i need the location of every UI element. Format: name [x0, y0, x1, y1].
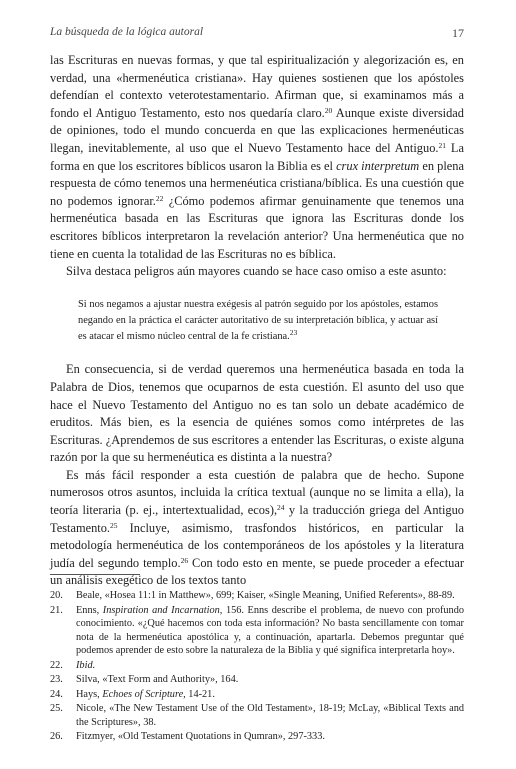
footnote-25: 25. Nicole, «The New Testament Use of the Old Testament», 18-19; McLay, «Biblical Texts and the Scriptures», 38. — [50, 703, 464, 728]
main-text — [50, 52, 464, 590]
footnote-26: 26. Fitzmyer, «Old Testament Quotations in Qumran», 297-333. — [50, 731, 325, 742]
running-head-title: La búsqueda de la lógica autoral — [50, 26, 204, 38]
paragraph-3: En consecuencia, si de verdad queremos una hermenéutica basada en toda la Palabra de Dios, tenemos que ocuparnos de esta cuestión. El asunto del uso que hace el Nuevo Testamento del Antiguo no es tan solo un debate académico de eruditos. Más bien, es la esencia de quiénes somos como intérpretes de las Escrituras. ¿Aprendemos de sus escritores a entender las Escrituras, o existe alguna razón por la que su hermenéutica es distinta a la nuestra? — [50, 362, 464, 465]
footnote-20: 20. Beale, «Hosea 11:1 in Matthew», 699; Kaiser, «Single Meaning, Unified Referents», 88-89. — [50, 590, 455, 601]
footnote-ref-21[interactable]: 21 — [438, 140, 446, 150]
footnotes — [50, 574, 464, 745]
footnote-ref-26[interactable]: 26 — [180, 555, 189, 565]
footnote-21: 21. Enns, Inspiration and Incarnation, 156. Enns describe el problema, de nuevo con profundo conocimiento. «¿Qué hacemos con toda esta información? No basta sencillamente con tomar nota de la hermenéutica apostólica y, a continuación, apartarla. Debemos preguntar qué podemos aprender de esto sobre la naturaleza de la Biblia y qué significa interpretarla hoy». — [50, 604, 464, 656]
footnote-ref-24[interactable]: 24 — [277, 503, 285, 513]
footnote-23: 23. Silva, «Text Form and Authority», 164. — [50, 674, 239, 685]
footnote-divider — [50, 574, 140, 575]
paragraph-1: las Escrituras en nuevas formas, y que tal espiritualización y alegorización es, en verdad, una «hermenéutica cristiana». Hay quienes sostienen que los apóstoles defendían el contexto veterotestamentario. Afirman que, si examinamos más a fondo el Antiguo Testamento, esto nos quedaría claro.$^{20}$ Aunque existe diversidad de opiniones, todo el mundo concuerda en que las explicaciones hermenéuticas llegan, inevitablemente, al uso que el Nuevo Testamento hace del Antiguo.$^{21}$ La forma en que los escritores bíblicos usaron la Biblia es el crux interpretum en plena respuesta de cómo tenemos una hermenéutica cristiana/bíblica. Es una cuestión que no podemos ignorar.$^{22}$ ¿Cómo podemos afirmar genuinamente que tenemos una hermenéutica basada en las Escrituras que ignora las Escrituras donde los escritores bíblicos interpretaron la revelación anterior? Una hermenéutica que no tiene en cuenta la totalidad de las Escrituras no es bíblica. — [50, 53, 464, 261]
book-title: Echoes of Scripture, — [102, 688, 186, 700]
block-quote: Si nos negamos a ajustar nuestra exégesis al patrón seguido por los apóstoles, estamos negando en la práctica el carácter autoritativo de su interpretación bíblica, y actuar así es atacar el mismo núcleo central de la fe cristiana.$^{23}$ — [78, 298, 438, 343]
footnote-ref-20[interactable]: 20 — [324, 105, 333, 115]
footnote-ref-23[interactable]: 23 — [289, 328, 298, 338]
paragraph-4: Es más fácil responder a esta cuestión de palabra que de hecho. Supone numerosos otros asuntos, incluida la crítica textual (aunque no se limita a ella), la teoría literaria (p. ej., intertextualidad, ecos),$^{24}$ y la traducción griega del Antiguo Testamento.$^{25}$ Incluye, asimismo, trasfondos históricos, en particular la metodología hermenéutica de los contemporáneos de los apóstoles y la literatura judía del segundo templo.$^{26}$ Con todo esto en mente, se puede proceder a efectuar un análisis exegético de los textos tanto — [50, 467, 464, 588]
footnote-ref-22[interactable]: 22 — [155, 193, 164, 203]
page-number: 17 — [452, 26, 464, 40]
footnote-24: 24. Hays, Echoes of Scripture, 14-21. — [50, 688, 215, 700]
running-header — [50, 26, 464, 42]
footnote-ref-25[interactable]: 25 — [110, 520, 118, 530]
book-title: Inspiration and Incarnation, — [102, 604, 223, 616]
footnote-22: 22. Ibid. — [50, 659, 96, 671]
crux-interpretum-term: crux interpretum — [336, 158, 420, 173]
paragraph-2: Silva destaca peligros aún mayores cuando se hace caso omiso a este asunto: — [66, 264, 447, 279]
